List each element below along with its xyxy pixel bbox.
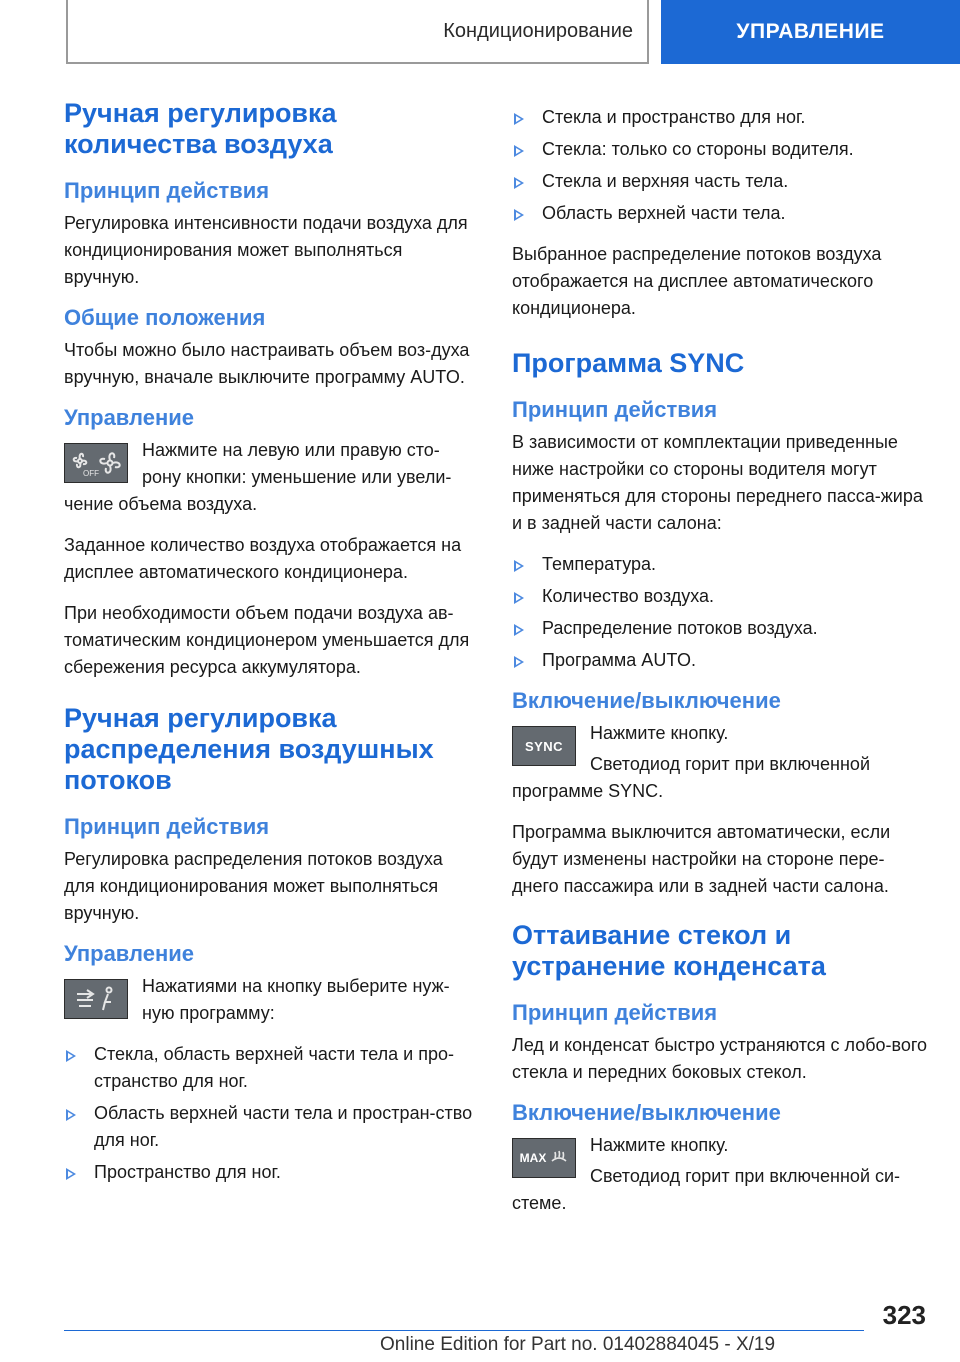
subheading-general: Общие положения: [64, 305, 266, 330]
paragraph-distribution-shown: Выбранное распределение потоков воздуха отображается на дисплее автоматического кондиционера.: [512, 244, 882, 318]
paragraph-principle-distribution: Регулировка распределения потоков воздуха для кондиционирования может выполняться вручную.: [64, 849, 443, 923]
subheading-control-distribution: Управление: [64, 941, 195, 966]
list-item: Температура.: [512, 551, 928, 578]
subheading-principle: Принцип действия: [64, 178, 270, 203]
bullet-triangle-icon: [66, 1109, 76, 1121]
list-item: Стекла, область верхней части тела и про-странство для ног.: [64, 1041, 474, 1095]
bullet-triangle-icon: [514, 113, 524, 125]
list-item: Количество воздуха.: [512, 583, 928, 610]
distribution-list-left: [64, 1041, 474, 1186]
list-item: Стекла и верхняя часть тела.: [512, 168, 928, 195]
subheading-principle-sync: Принцип действия: [512, 397, 718, 422]
paragraph-press-sync: Нажмите кнопку.: [590, 723, 729, 743]
bullet-triangle-icon: [514, 560, 524, 572]
footer-divider: [64, 1330, 864, 1331]
bullet-triangle-icon: [66, 1168, 76, 1180]
right-column: [512, 98, 928, 1231]
distribution-button-image: [64, 979, 128, 1019]
max-button-label: MAX: [519, 1151, 547, 1165]
control-block-air-amount: [64, 437, 474, 518]
list-item: Распределение потоков воздуха.: [512, 615, 928, 642]
subheading-onoff-sync: Включение/выключение: [512, 688, 781, 713]
bullet-triangle-icon: [514, 177, 524, 189]
bullet-triangle-icon: [514, 145, 524, 157]
section-header: [66, 0, 649, 64]
bullet-triangle-icon: [514, 624, 524, 636]
subheading-onoff-defrost: Включение/выключение: [512, 1100, 781, 1125]
list-item: Пространство для ног.: [64, 1159, 474, 1186]
control-block-sync: [512, 720, 928, 805]
control-block-defrost: [512, 1132, 928, 1217]
paragraph-control-distribution: Нажатиями на кнопку выберите нуж-ную программу:: [142, 976, 450, 1023]
distribution-list-right: [512, 104, 928, 227]
edition-footer: Online Edition for Part no. 01402884045 - X/19: [380, 1334, 776, 1355]
bullet-triangle-icon: [514, 592, 524, 604]
list-item: Стекла и пространство для ног.: [512, 104, 928, 131]
heading-manual-distribution: Ручная регулировка распределения воздушных потоков: [64, 703, 434, 795]
paragraph-amount-shown: Заданное количество воздуха отображается на дисплее автоматического кондиционера.: [64, 535, 462, 582]
paragraph-principle: Регулировка интенсивности подачи воздуха для кондиционирования может выполняться вручную.: [64, 213, 468, 287]
paragraph-general: Чтобы можно было настраивать объем воз-духа вручную, вначале выключите программу AUTO.: [64, 340, 470, 387]
subheading-principle-defrost: Принцип действия: [512, 1000, 718, 1025]
control-block-distribution: [64, 973, 474, 1027]
chapter-tab: [661, 0, 960, 64]
page-number: 323: [882, 1300, 926, 1330]
paragraph-led-sync: Светодиод горит при включенной программе SYNC.: [512, 754, 870, 801]
subheading-control: Управление: [64, 405, 195, 430]
paragraph-press-defrost: Нажмите кнопку.: [590, 1135, 729, 1155]
windshield-defrost-icon: [550, 1149, 568, 1167]
air-amount-button-image: [64, 443, 128, 483]
sync-button-label: SYNC: [524, 738, 564, 754]
section-title: Кондиционирование: [443, 19, 633, 42]
air-distribution-icon: [71, 984, 121, 1014]
paragraph-sync-auto-off: Программа выключится автоматически, если будут изменены настройки на стороне пере-днего пассажира или в задней части салона.: [512, 822, 891, 896]
bullet-triangle-icon: [66, 1050, 76, 1062]
list-item: Программа AUTO.: [512, 647, 928, 674]
paragraph-amount-reduced: При необходимости объем подачи воздуха ав-томатическим кондиционером уменьшается для сбережения ресурса аккумулятора.: [64, 603, 470, 677]
list-item: Стекла: только со стороны водителя.: [512, 136, 928, 163]
fan-off-icon: [66, 446, 126, 480]
bullet-triangle-icon: [514, 656, 524, 668]
max-defrost-button-image: [512, 1138, 576, 1178]
chapter-title: УПРАВЛЕНИЕ: [736, 20, 885, 43]
paragraph-principle-sync: В зависимости от комплектации приведенные ниже настройки со стороны водителя могут применяться для стороны переднего пасса-жира и в задней части салона:: [512, 432, 923, 533]
heading-sync-program: Программа SYNC: [512, 348, 745, 378]
heading-manual-air-amount: Ручная регулировка количества воздуха: [64, 98, 337, 159]
paragraph-control-air-amount: Нажмите на левую или правую сто-рону кнопки: уменьшение или увели-чение объема воздуха.: [64, 440, 452, 514]
paragraph-principle-defrost: Лед и конденсат быстро устраняются с лобо-вого стекла и передних боковых стекол.: [512, 1035, 928, 1082]
subheading-principle-distribution: Принцип действия: [64, 814, 270, 839]
list-item: Область верхней части тела и простран-ство для ног.: [64, 1100, 474, 1154]
svg-text:OFF: OFF: [83, 469, 99, 478]
heading-defrost: Оттаивание стекол и устранение конденсата: [512, 920, 826, 981]
list-item: Область верхней части тела.: [512, 200, 928, 227]
sync-button-image: [512, 726, 576, 766]
bullet-triangle-icon: [514, 209, 524, 221]
left-column: [64, 98, 474, 1200]
sync-settings-list: [512, 551, 928, 674]
paragraph-led-defrost: Светодиод горит при включенной си-стеме.: [512, 1166, 901, 1213]
